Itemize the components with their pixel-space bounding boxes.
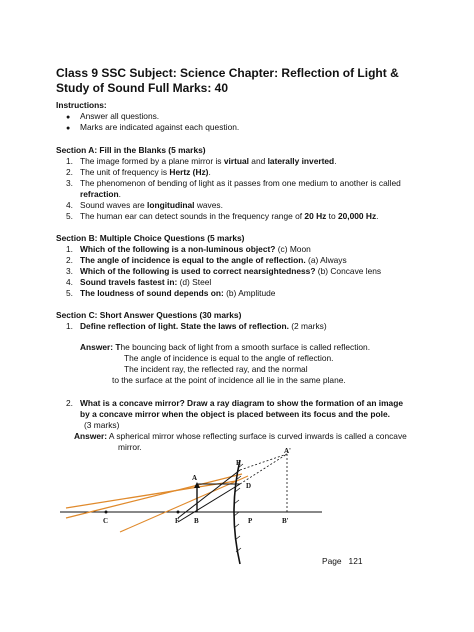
reflected-ray-orange [66,481,236,508]
label-e: E [236,459,241,467]
instruction-item: Answer all questions. [80,111,160,121]
center-point [105,511,108,514]
answer-line: mirror. [118,442,142,452]
section-c-answer-1: Answer: The bouncing back of light from a smooth surface is called reflection. [80,342,371,352]
label-a: A [192,474,198,482]
incident-ray-orange [66,474,242,518]
section-c-heading: Section C: Short Answer Questions (30 marks) [56,310,242,320]
answer-line: The incident ray, the reflected ray, and the normal [124,364,308,374]
list-number: 2. [66,255,73,265]
bullet-icon: ● [66,114,71,121]
section-c-question-2-cont: by a concave mirror when the object is placed between its focus and the pole. [80,409,390,419]
list-number: 2. [66,167,73,177]
virtual-ray-1 [240,454,287,470]
list-number: 5. [66,288,73,298]
label-p: P [248,517,253,525]
section-b-question-2: The angle of incidence is equal to the angle of reflection. (a) Always [80,255,347,265]
section-b-question-4: Sound travels fastest in: (d) Steel [80,277,212,287]
section-a-question-3-cont: refraction. [80,189,121,199]
section-a-question-2: The unit of frequency is Hertz (Hz). [80,167,211,177]
label-b-prime: B' [282,517,289,525]
list-number: 2. [66,398,73,408]
section-c-answer-2: Answer: A spherical mirror whose reflecting surface is curved inwards is called a concave [74,431,407,441]
section-a-question-5: The human ear can detect sounds in the frequency range of 20 Hz to 20,000 Hz. [80,211,379,221]
label-a-prime: A' [284,448,291,455]
focus-point [177,511,180,514]
section-b-question-3: Which of the following is used to correct nearsightedness? (b) Concave lens [80,266,382,276]
list-number: 4. [66,277,73,287]
section-c-question-1: Define reflection of light. State the laws of reflection. (2 marks) [80,321,327,331]
list-number: 4. [66,200,73,210]
list-number: 1. [66,321,73,331]
list-number: 1. [66,244,73,254]
label-c: C [103,517,109,525]
section-a-question-4: Sound waves are longitudinal waves. [80,200,223,210]
list-number: 3. [66,266,73,276]
answer-line: The angle of incidence is equal to the angle of reflection. [124,353,334,363]
section-a-question-3: The phenomenon of bending of light as it passes from one medium to another is called [80,178,401,188]
section-c-question-2: What is a concave mirror? Draw a ray diagram to show the formation of an image [80,398,403,408]
reflected-ray-2 [178,470,240,518]
label-f: F [175,517,180,525]
section-b-question-1: Which of the following is a non-luminous object? (c) Moon [80,244,311,254]
concave-mirror-ray-diagram [60,448,330,576]
answer-line: to the surface at the point of incidence all lie in the same plane. [112,375,346,385]
bullet-icon: ● [66,125,71,132]
page-number: 121 [348,556,363,566]
section-b-question-5: The loudness of sound depends on: (b) Amplitude [80,288,276,298]
section-a-heading: Section A: Fill in the Blanks (5 marks) [56,145,206,155]
instruction-item: Marks are indicated against each question. [80,122,240,132]
label-d: D [246,482,252,490]
page-footer [322,556,363,566]
list-number: 5. [66,211,73,221]
list-number: 3. [66,178,73,188]
section-a-question-1: The image formed by a plane mirror is virtual and laterally inverted. [80,156,337,166]
list-number: 1. [66,156,73,166]
page-title: Class 9 SSC Subject: Science Chapter: Reflection of Light & Study of Sound Full Marks: 40 [56,66,399,95]
page-label: Page [322,556,342,566]
question-marks: (3 marks) [84,420,120,430]
section-b-heading: Section B: Multiple Choice Questions (5 marks) [56,233,245,243]
label-b: B [194,517,199,525]
virtual-ray-2 [240,454,287,484]
instructions-heading: Instructions: [56,100,107,110]
